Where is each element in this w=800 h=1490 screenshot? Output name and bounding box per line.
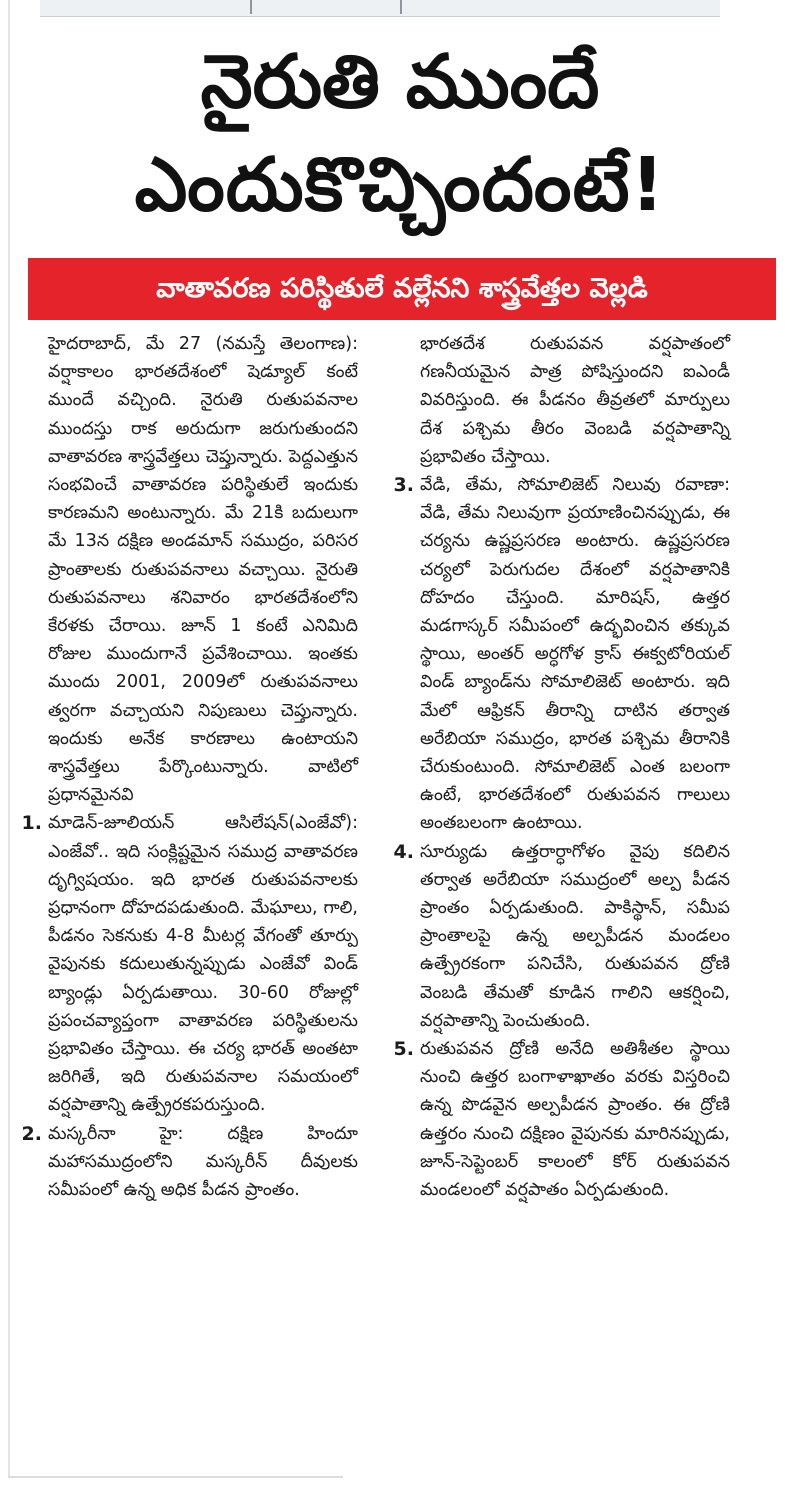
bottom-rule [8, 1476, 343, 1478]
list-number: 4. [393, 840, 414, 863]
top-strip [40, 0, 720, 17]
list-item-1 [21, 809, 358, 1119]
list-item-text: మస్కరీనా హై: దక్షిణ హిందూ మహాసముద్రంలోని మస్కరీన్ దీవులకు సమీపంలో ఉన్న అధిక పీడన ప్రాంతం. [48, 1123, 358, 1201]
list-item-4 [393, 838, 730, 1035]
list-number: 2. [21, 1122, 42, 1145]
list-item-text: సూర్యుడు ఉత్తరార్ధాగోళం వైపు కదిలిన తర్వాత అరేబియా సముద్రంలో అల్ప పీడన ప్రాంతం ఏర్పడుతుంది. పాకిస్థాన్, సమీప ప్రాంతాలపై ఉన్న అల్పపీడన మండలం ఉత్ప్రేరకంగా పనిచేసి, రుతుపవన ద్రోణి వెంబడి తేమతో కూడిన గాలిని ఆకర్షించి, వర్షపాతాన్ని పెంచుతుంది. [420, 841, 730, 1031]
continued-paragraph: భారతదేశ రుతుపవన వర్షపాతంలో గణనీయమైన పాత్ర పోషిస్తుందని ఐఎండీ వివరిస్తుంది. ఈ పీడనం తీవ్రతలో మార్పులు దేశ పశ్చిమ తీరం వెంబడి వర్షపాతాన్ని ప్రభావితం చేస్తాయి. [420, 334, 730, 467]
list-number: 5. [393, 1038, 414, 1061]
right-column [393, 330, 730, 1204]
subheadline-banner [28, 258, 776, 320]
list-item-text: వేడి, తేమ, సోమాలిజెట్ నిలువు రవాణా: వేడి, తేమ నిలువుగా ప్రయాణించినప్పుడు, ఈ చర్యను ఉష్ణప్రసరణ అంటారు. ఉష్ణప్రసరణ చర్యలో పెరుగుదల దేశంలో వర్షపాతానికి దోహదం చేస్తుంది. మారిషస్, ఉత్తర మడగాస్కర్ సమీపంలో ఉద్భవించిన తక్కువ స్థాయి, అంతర్ అర్ధగోళ క్రాస్ ఈక్వటోరియల్ విండ్ బ్యాండ్‌ను సోమాలిజెట్ అంటారు. ఇది మేలో ఆఫ్రికన్ తీరాన్ని దాటిన తర్వాత అరేబియా సముద్రం, భారత పశ్చిమ తీరానికి చేరుకుంటుంది. సోమాలిజెట్ ఎంత బలంగా ఉంటే, భారతదేశంలో రుతుపవన గాలులు అంతబలంగా ఉంటాయి. [420, 475, 730, 834]
left-margin-rule [8, 0, 10, 1478]
list-number: 1. [21, 812, 42, 835]
intro-paragraph: హైదరాబాద్, మే 27 (నమస్తే తెలంగాణ): వర్షాకాలం భారతదేశంలో షెడ్యూల్ కంటే ముందే వచ్చింది. నైరుతి రుతుపవనాల ముందస్తు రాక అరుదుగా జరుగుతుందని వాతావరణ శాస్త్రవేత్తలు చెప్తున్నారు. పెద్దఎత్తున సంభవించే వాతావరణ పరిస్థితులే ఇందుకు కారణమని అంటున్నారు. మే 21కి బదులుగా మే 13న దక్షిణ అండమాన్ సముద్రం, పరిసర ప్రాంతాలకు రుతుపవనాలు వచ్చాయి. నైరుతి రుతుపవనాలు శనివారం భారతదేశంలోని కేరళకు చేరాయి. జూన్ 1 కంటే ఎనిమిది రోజుల ముందుగానే ప్రవేశించాయి. ఇంతకు ముందు 2001, 2009లో రుతుపవనాలు త్వరగా వచ్చాయని నిపుణులు చెప్తున్నారు. ఇందుకు అనేక కారణాలు ఉంటాయని శాస్త్రవేత్తలు పేర్కొంటున్నారు. వాటిలో ప్రధానమైనవి [48, 334, 358, 806]
list-item-2 [21, 1120, 358, 1205]
left-column [21, 330, 358, 1204]
list-item-text: రుతుపవన ద్రోణి అనేది అతిశీతల స్థాయి నుంచి ఉత్తర బంగాళాఖాతం వరకు విస్తరించి ఉన్న పొడవైన అల్పపీడన ప్రాంతం. ఈ ద్రోణి ఉత్తరం నుంచి దక్షిణం వైపునకు మారినప్పుడు, జూన్-సెప్టెంబర్ కాలంలో కోర్ రుతుపవన మండలంలో వర్షపాతం ఏర్పడుతుంది. [420, 1039, 730, 1201]
subheadline: వాతావరణ పరిస్థితులే వల్లేనని శాస్త్రవేత్తల వెల్లడి [156, 273, 648, 304]
strip-divider [400, 0, 402, 14]
strip-divider [250, 0, 252, 14]
list-item-5 [393, 1035, 730, 1204]
headline-line-2: ఎందుకొచ్చిందంటే! [134, 142, 666, 228]
headline-line-1: నైరుతి ముందే [200, 39, 600, 125]
headline [30, 34, 770, 240]
list-item-text: మాడెన్-జూలియన్ ఆసిలేషన్(ఎంజేవో): ఎంజేవో.. ఇది సంక్లిష్టమైన సముద్ర వాతావరణ దృగ్విషయం. ఇది భారత రుతుపవనాలకు ప్రధానంగా దోహదపడుతుంది. మేఘాలు, గాలి, పీడనం సెకనుకు 4-8 మీటర్ల వేగంతో తూర్పు వైపునకు కదులుతున్నప్పుడు ఎంజేవో విండ్ బ్యాండ్లు ఏర్పడుతాయి. 30-60 రోజుల్లో ప్రపంచవ్యాప్తంగా వాతావరణ పరిస్థితులను ప్రభావితం చేస్తాయి. ఈ చర్య భారత్ అంతటా జరిగితే, ఇది రుతుపవనాల సమయంలో వర్షపాతాన్ని ఉత్ప్రేరకపరుస్తుంది. [48, 813, 358, 1116]
list-number: 3. [393, 474, 414, 497]
list-item-3 [393, 471, 730, 838]
